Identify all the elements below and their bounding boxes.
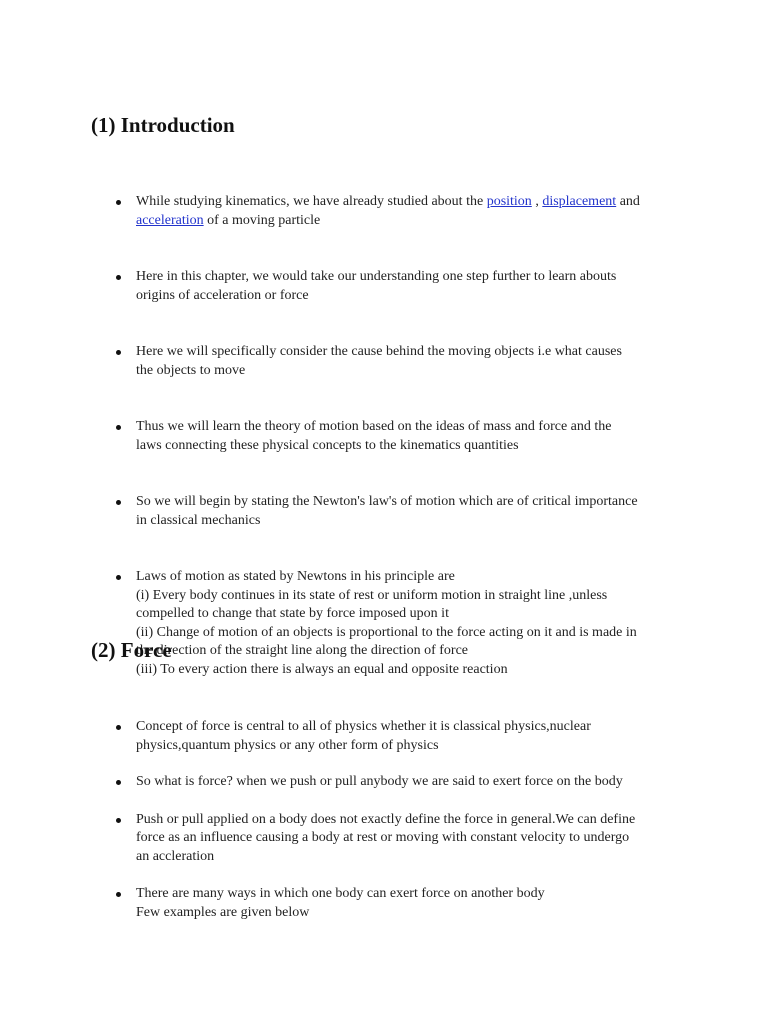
text-line <box>136 362 694 381</box>
list-item <box>114 493 694 530</box>
text-segment: (ii) Change of motion of an objects is proportional to the force acting on it and is made in <box>136 624 637 640</box>
list-item <box>114 418 694 455</box>
text-line <box>136 661 694 680</box>
text-line <box>136 343 694 362</box>
bullet-icon <box>116 200 121 205</box>
text-line <box>136 811 694 830</box>
list-item <box>114 773 694 792</box>
section-heading-force: (2) Force <box>91 638 172 662</box>
text-line <box>136 624 694 643</box>
text-line <box>136 437 694 456</box>
text-segment: So what is force? when we push or pull anybody we are said to exert force on the body <box>136 774 623 789</box>
text-line <box>136 605 694 624</box>
text-segment: laws connecting these physical concepts to the kinematics quantities <box>136 437 519 453</box>
text-line <box>136 193 694 212</box>
bullet-icon <box>116 818 121 823</box>
section-heading-introduction: (1) Introduction <box>91 113 235 137</box>
text-segment: (i) Every body continues in its state of rest or uniform motion in straight line ,unless <box>136 587 608 603</box>
text-segment: an accleration <box>136 848 215 864</box>
list-item <box>114 718 694 755</box>
list-item <box>114 568 694 679</box>
text-segment: Laws of motion as stated by Newtons in his principle are <box>136 569 455 584</box>
text-line <box>136 493 694 512</box>
text-line <box>136 829 694 848</box>
bullet-icon <box>116 780 121 785</box>
text-segment: Here we will specifically consider the cause behind the moving objects i.e what causes <box>136 344 622 359</box>
text-segment: While studying kinematics, we have already studied about the <box>136 194 487 209</box>
force-bullet-list <box>114 718 694 922</box>
bullet-icon <box>116 500 121 505</box>
text-segment: force as an influence causing a body at rest or moving with constant velocity to undergo <box>136 830 630 845</box>
text-line <box>136 512 694 531</box>
text-line <box>136 587 694 606</box>
text-line <box>136 418 694 437</box>
text-line <box>136 737 694 756</box>
text-segment: Push or pull applied on a body does not exactly define the force in general.We can define <box>136 811 636 827</box>
text-segment: physics,quantum physics or any other form of physics <box>136 737 439 753</box>
list-item <box>114 193 694 230</box>
text-segment: in classical mechanics <box>136 512 261 528</box>
text-segment: , <box>531 194 543 209</box>
text-segment: (iii) To every action there is always an equal and opposite reaction <box>136 661 508 677</box>
bullet-icon <box>116 892 121 897</box>
text-segment: There are many ways in which one body can exert force on another body <box>136 886 545 901</box>
text-line <box>136 642 694 661</box>
text-line <box>136 885 694 904</box>
text-segment: Concept of force is central to all of physics whether it is classical physics,nuclear <box>136 719 591 734</box>
list-item <box>114 885 694 922</box>
text-segment: Thus we will learn the theory of motion based on the ideas of mass and force and the <box>136 419 612 434</box>
bullet-icon <box>116 350 121 355</box>
text-segment: the objects to move <box>136 362 246 378</box>
text-line <box>136 212 694 231</box>
text-segment: of a moving particle <box>203 212 321 228</box>
list-item <box>114 268 694 305</box>
list-item <box>114 343 694 380</box>
text-segment: and <box>616 194 640 209</box>
text-line <box>136 904 694 923</box>
text-segment: So we will begin by stating the Newton's law's of motion which are of critical importance <box>136 494 638 509</box>
text-segment: Here in this chapter, we would take our understanding one step further to learn abouts <box>136 269 617 284</box>
text-segment: the direction of the straight line along the direction of force <box>136 643 468 658</box>
link-displacement[interactable]: displacement <box>542 194 617 209</box>
text-line <box>136 568 694 587</box>
text-line <box>136 718 694 737</box>
link-position[interactable]: position <box>486 194 532 209</box>
text-segment: origins of acceleration or force <box>136 287 309 303</box>
bullet-icon <box>116 575 121 580</box>
text-segment: Few examples are given below <box>136 904 310 920</box>
list-item <box>114 811 694 867</box>
text-segment: compelled to change that state by force imposed upon it <box>136 606 449 621</box>
link-acceleration[interactable]: acceleration <box>136 212 204 228</box>
text-line <box>136 773 694 792</box>
text-line <box>136 268 694 287</box>
bullet-icon <box>116 425 121 430</box>
bullet-icon <box>116 725 121 730</box>
introduction-bullet-list <box>114 193 694 679</box>
text-line <box>136 848 694 867</box>
bullet-icon <box>116 275 121 280</box>
text-line <box>136 287 694 306</box>
